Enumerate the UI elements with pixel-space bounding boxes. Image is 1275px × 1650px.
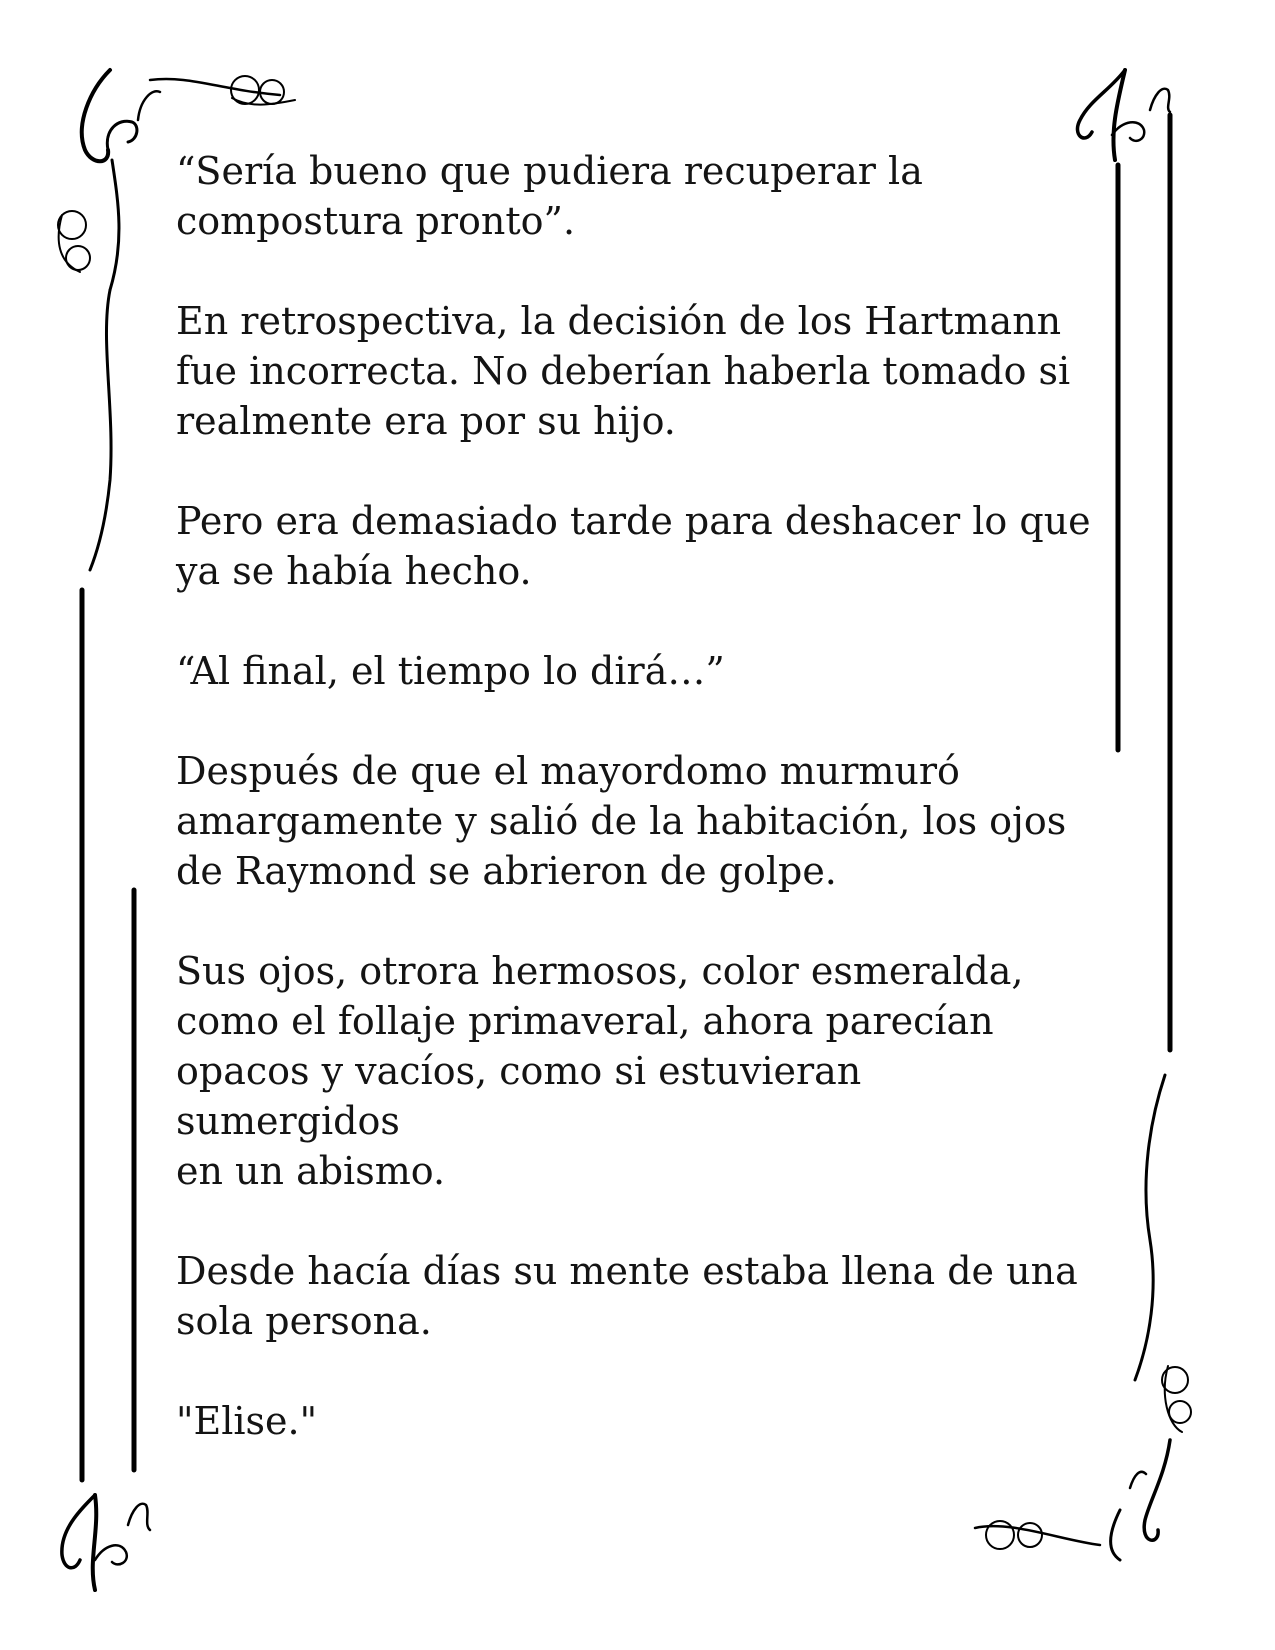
paragraph-8: "Elise." — [176, 1399, 318, 1443]
paragraph-5: Después de que el mayordomo murmuró amargamente y salió de la habitación, los ojos de Raymond se abrieron de golpe. — [176, 749, 1067, 893]
paragraph-6: Sus ojos, otrora hermosos, color esmeralda, como el follaje primaveral, ahora parecían opacos y vacíos, como si estuvieran sumergidos en un abismo. — [176, 949, 1024, 1193]
bottom-left-flourish-icon — [62, 1495, 150, 1590]
paragraph-4: “Al final, el tiempo lo dirá…” — [176, 649, 725, 693]
paragraph-2: En retrospectiva, la decisión de los Hartmann fue incorrecta. No deberían haberla tomado si realmente era por su hijo. — [176, 299, 1071, 443]
paragraph-7: Desde hacía días su mente estaba llena de una sola persona. — [176, 1249, 1078, 1343]
story-text — [176, 146, 1096, 1496]
paragraph-3: Pero era demasiado tarde para deshacer lo que ya se había hecho. — [176, 499, 1091, 593]
paragraph-1: “Sería bueno que pudiera recuperar la compostura pronto”. — [176, 149, 923, 243]
